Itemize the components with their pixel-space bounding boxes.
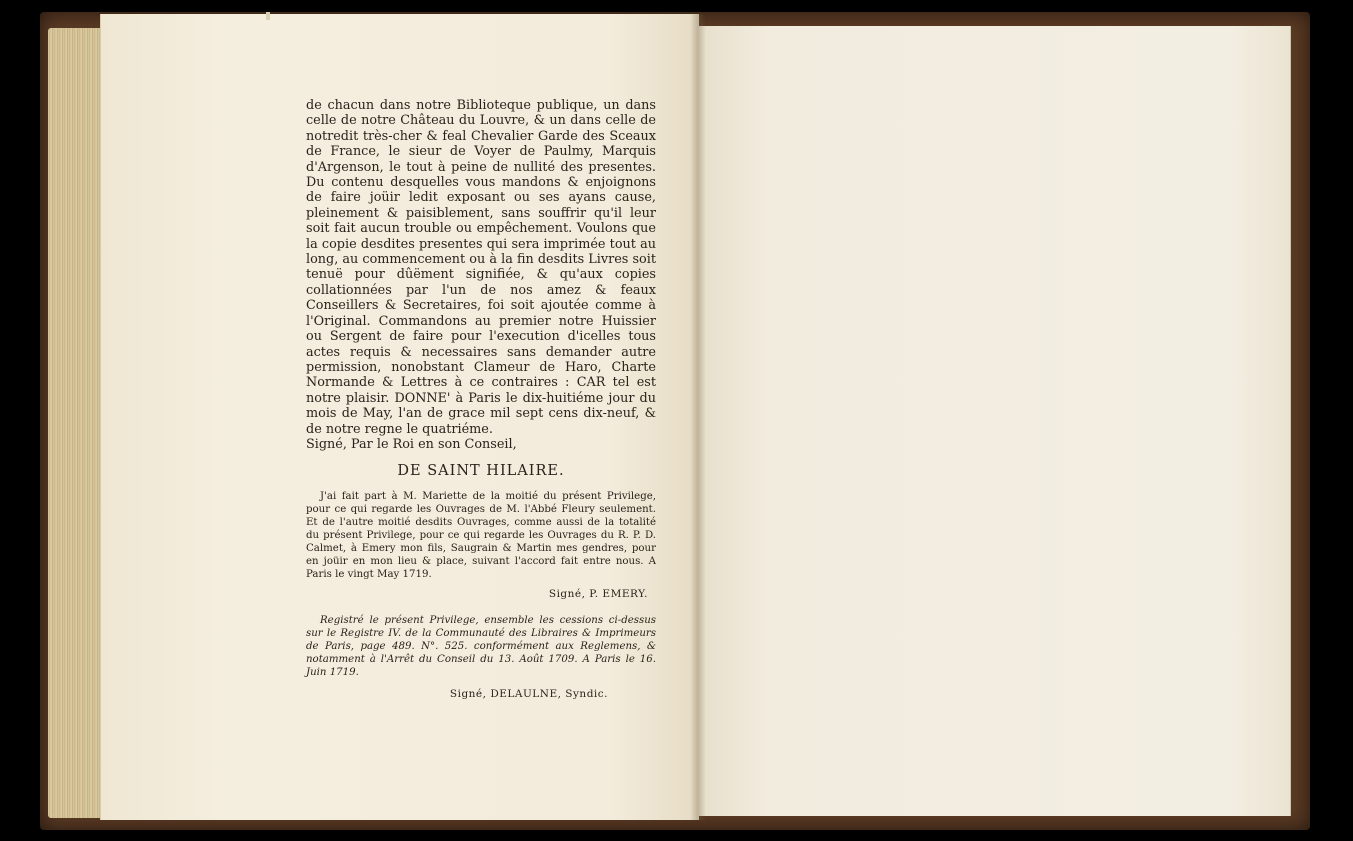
right-page-blank xyxy=(698,26,1291,816)
left-page-text xyxy=(306,98,656,703)
cession-paragraph: J'ai fait part à M. Mariette de la moitié du présent Privilege, pour ce qui regarde les Ouvrages de M. l'Abbé Fleury seulement. Et de l'autre moitié desdits Ouvrages, comme aussi de la totalité du présent Privilege, pour ce qui regarde les Ouvrages du R. P. D. Calmet, à Emery mon fils, Saugrain & Martin mes gendres, pour en joüir en mon lieu & place, suivant l'accord fait entre nous. A Paris le vingt May 1719. xyxy=(306,490,656,580)
signatory-name: DE SAINT HILAIRE. xyxy=(397,463,565,480)
privilege-text: de chacun dans notre Biblioteque publique, un dans celle de notre Château du Louvre, & un dans celle de notredit très-cher & feal Chevalier Garde des Sceaux de France, le sieur de Voyer de Paulmy, Marquis d'Argenson, le tout à peine de nullité des presentes. Du contenu desquelles vous mandons & enjoignons de faire joüir ledit exposant ou ses ayans cause, pleinement & paisiblement, sans souffrir qu'il leur soit fait aucun trouble ou empêchement. Voulons que la copie desdites presentes qui sera imprimée tout au long, au commencement ou à la fin desdits Livres soit tenuë pour dûëment signifiée, & qu'aux copies collationnées par l'un de nos amez & feaux Conseillers & Secretaires, foi soit ajoutée comme à l'Original. Commandons au premier notre Huissier ou Sergent de faire pour l'execution d'icelles tous actes requis & necessaires sans demander autre permission, nonobstant Clameur de Haro, Charte Normande & Lettres à ce contraires : CAR tel est notre plaisir. DONNE' à Paris le dix-huitiéme jour du mois de May, l'an de grace mil sept cens dix-neuf, & de notre regne le quatriéme. xyxy=(306,98,656,437)
emery-signature: Signé, P. EMERY. xyxy=(548,587,648,600)
signed-line: Signé, Par le Roi en son Conseil, xyxy=(306,436,517,452)
book-gutter xyxy=(690,14,706,820)
top-mark xyxy=(266,12,270,20)
registration-paragraph: Registré le présent Privilege, ensemble les cessions ci-dessus sur le Registre IV. de la Communauté des Libraires & Imprimeurs de Paris, page 489. N°. 525. conformément aux Reglemens, & notamment à l'Arrêt du Conseil du 13. Août 1709. A Paris le 16. Juin 1719. xyxy=(306,615,656,679)
delaulne-signature: Signé, DELAULNE, Syndic. xyxy=(449,688,608,701)
page-edges xyxy=(48,28,108,818)
